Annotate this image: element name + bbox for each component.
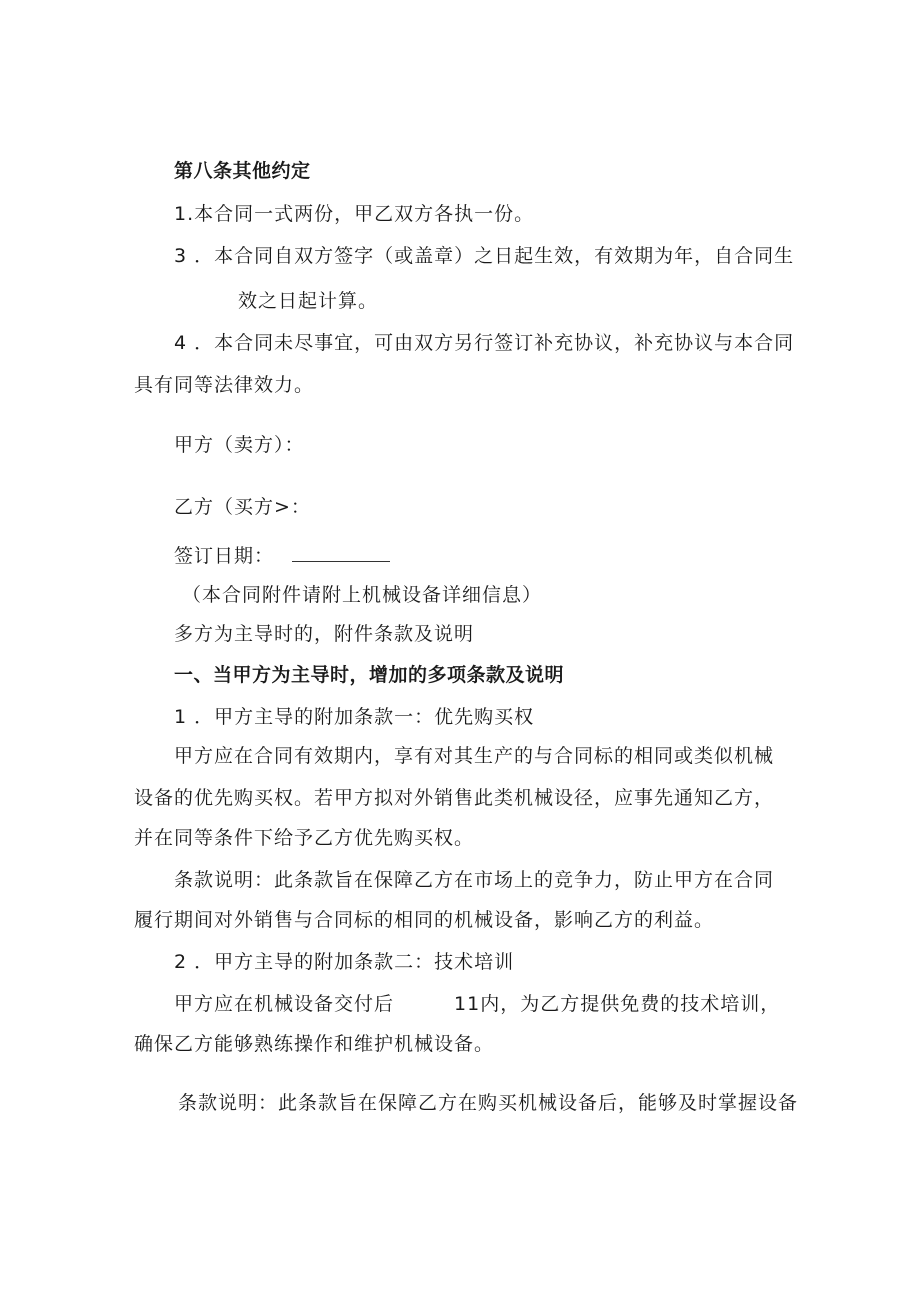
clause-1-title: 1 ．甲方主导的附加条款一：优先购买权: [174, 706, 535, 728]
article-8-item-3-line-2: 效之日起计算。: [238, 290, 379, 312]
sign-date-label: 签订日期：: [174, 545, 275, 567]
clause-1-body-line-2: 设备的优先购买权。若甲方拟对外销售此类机械设径，应事先通知乙方，: [134, 787, 775, 809]
article-8-item-1: 1.本合同一式两份，甲乙双方各执一份。: [174, 203, 535, 225]
clause-1-body-line-3: 并在同等条件下给予乙方优先购买权。: [134, 827, 475, 849]
article-8-heading: 第八条其他约定: [174, 160, 311, 182]
attachment-intro: 多方为主导时的，附件条款及说明: [174, 623, 475, 645]
clause-2-body-line-1: [174, 991, 780, 1017]
clause-2-title: 2 ．甲方主导的附加条款二：技术培训: [174, 951, 515, 973]
sign-date-blank: [292, 543, 390, 562]
clause-2-note-line-1: 条款说明：此条款旨在保障乙方在购买机械设备后，能够及时掌握设备: [178, 1092, 799, 1114]
sign-date-row: [174, 543, 390, 569]
party-a-label: 甲方（卖方）：: [174, 434, 305, 456]
article-8-item-3-line-1: 3 ．本合同自双方签字（或盖章）之日起生效，有效期为年，自合同生: [174, 245, 795, 267]
article-8-item-4-line-1: 4 ．本合同未尽事宜，可由双方另行签订补充协议，补充协议与本合同: [174, 332, 795, 354]
clause-1-note-line-2: 履行期间对外销售与合同标的相同的机械设备，影响乙方的利益。: [134, 909, 715, 931]
clause-2-body-line-1-part-b: 11内，为乙方提供免费的技术培训，: [454, 993, 781, 1015]
attachment-note: （本合同附件请附上机械设备详细信息）: [182, 584, 543, 606]
clause-1-body-line-1: 甲方应在合同有效期内，享有对其生产的与合同标的相同或类似机械: [174, 745, 775, 767]
party-b-label: 乙方（买方>：: [174, 496, 311, 518]
clause-2-body-line-1-part-a: 甲方应在机械设备交付后: [174, 993, 395, 1015]
clause-1-note-line-1: 条款说明：此条款旨在保障乙方在市场上的竞争力，防止甲方在合同: [174, 869, 775, 891]
clause-2-body-line-2: 确保乙方能够熟练操作和维护机械设备。: [134, 1033, 495, 1055]
article-8-item-4-line-2: 具有同等法律效力。: [134, 374, 315, 396]
section-1-heading: 一、当甲方为主导时，增加的多项条款及说明: [174, 664, 565, 686]
